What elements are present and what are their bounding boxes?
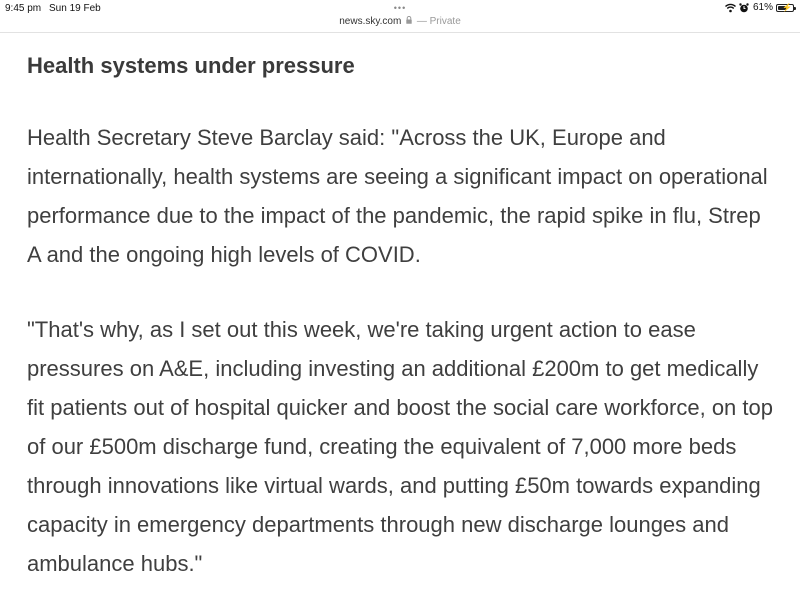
battery-charging-icon: ⚡ — [776, 4, 794, 12]
private-label: — Private — [416, 16, 461, 28]
section-heading: Health systems under pressure — [27, 53, 355, 78]
lock-icon — [406, 15, 412, 28]
status-time: 9:45 pm — [5, 3, 42, 14]
url-domain: news.sky.com — [339, 16, 402, 28]
article-paragraph: Health Secretary Steve Barclay said: "Across the UK, Europe and internationally, health systems are seeing a significant impact on operational performance due to the impact of the pandemic, the rapid spike in flu, Strep A and the ongoing high levels of COVID. — [27, 125, 768, 267]
article-body — [27, 50, 777, 583]
battery-percent: 61% — [752, 2, 773, 13]
toolbar-divider — [0, 32, 800, 33]
status-date: Sun 19 Feb — [49, 3, 101, 14]
article-paragraph: "That's why, as I set out this week, we're taking urgent action to ease pressures on A&E, including investing an additional £200m to get medically fit patients out of hospital quicker and boost the social care workforce, on top of our £500m discharge fund, creating the equivalent of 7,000 more beds through innovations like virtual wards, and putting £50m towards expanding capacity in emergency departments through new discharge lounges and ambulance hubs." — [27, 317, 773, 576]
tab-menu-dots[interactable]: ••• — [393, 3, 407, 13]
url-bar[interactable] — [0, 15, 800, 28]
